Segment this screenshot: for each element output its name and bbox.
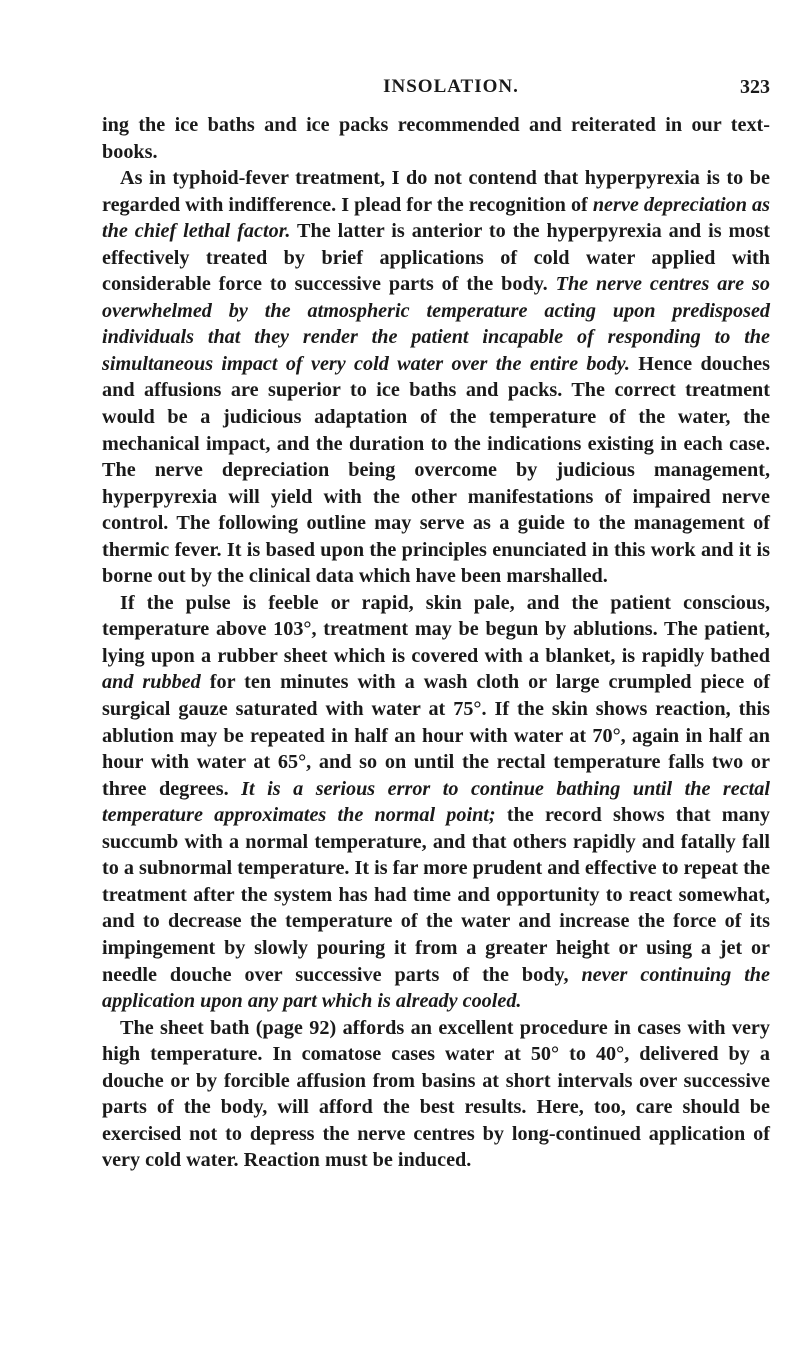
- text-segment: Hence douches and affusions are superior to ice baths and packs. The correct treatment would be a judicious adaptation of the temperature of the water, the mechanical impact, and the duration to the indications existing in each case. The nerve depreciation being overcome by judicious management, hyperpyrexia will yield with the other manifestations of impaired nerve control. The following outline may serve as a guide to the management of thermic fever. It is based upon the principles enunciated in this work and it is borne out by the clinical data which have been marshalled.: [102, 352, 771, 588]
- italic-segment: and rubbed: [102, 671, 201, 694]
- italic-segment: The nerve centres are so overwhelmed by the atmospheric temperature acting upon predisposed individuals that they render the patient incapable of responding to the simultaneous impact of very cold water over the entire body.: [102, 273, 770, 375]
- text-segment: ing the ice baths and ice packs recommended and reiterated in our text-books.: [102, 114, 770, 163]
- italic-segment: nerve depreciation as the chief lethal factor.: [102, 193, 770, 243]
- paragraph: [102, 590, 770, 1015]
- italic-segment: It is a serious error to continue bathing until the rectal temperature approximates the normal point;: [102, 777, 770, 827]
- paragraph: [102, 165, 770, 590]
- page-number: 323: [740, 76, 770, 98]
- text-segment: for ten minutes with a wash cloth or large crumpled piece of surgical gauze saturated with water at 75°. If the skin shows reaction, this ablution may be repeated in half an hour with water at 70°, again in half an hour with water at 65°, and so on until the rectal temperature falls two or three degrees.: [102, 671, 770, 800]
- italic-segment: never continuing the application upon any part which is already cooled.: [102, 963, 770, 1013]
- paragraph: [102, 112, 770, 165]
- text-segment: The latter is anterior to the hyperpyrexia and is most effectively treated by brief applications of cold water applied with considerable force to successive parts of the body.: [102, 220, 770, 296]
- paragraph: [102, 1015, 770, 1174]
- text-segment: The sheet bath (page 92) affords an excellent procedure in cases with very high temperature. In comatose cases water at 50° to 40°, delivered by a douche or by forcible affusion from basins at short intervals over successive parts of the body, will afford the best results. Here, too, care should be exercised not to depress the nerve centres by long-continued application of very cold water. Reaction must be induced.: [102, 1016, 770, 1172]
- text-segment: the record shows that many succumb with a normal temperature, and that others rapidly and fatally fall to a subnormal temperature. It is far more prudent and effective to repeat the treatment after the system has had time and opportunity to react somewhat, and to decrease the temperature of the water and increase the force of its impingement by slowly pouring it from a greater height or using a jet or needle douche over successive parts of the body,: [102, 804, 770, 986]
- text-segment: As in typhoid-fever treatment, I do not contend that hyperpyrexia is to be regarded with indifference. I plead for the recognition of: [102, 167, 770, 216]
- chapter-title: INSOLATION.: [383, 76, 519, 97]
- body-text: [102, 112, 770, 1174]
- running-head: [102, 76, 770, 106]
- text-segment: If the pulse is feeble or rapid, skin pale, and the patient conscious, temperature above 103°, treatment may be begun by ablutions. The patient, lying upon a rubber sheet which is covered with a blanket, is rapidly bathed: [102, 591, 770, 667]
